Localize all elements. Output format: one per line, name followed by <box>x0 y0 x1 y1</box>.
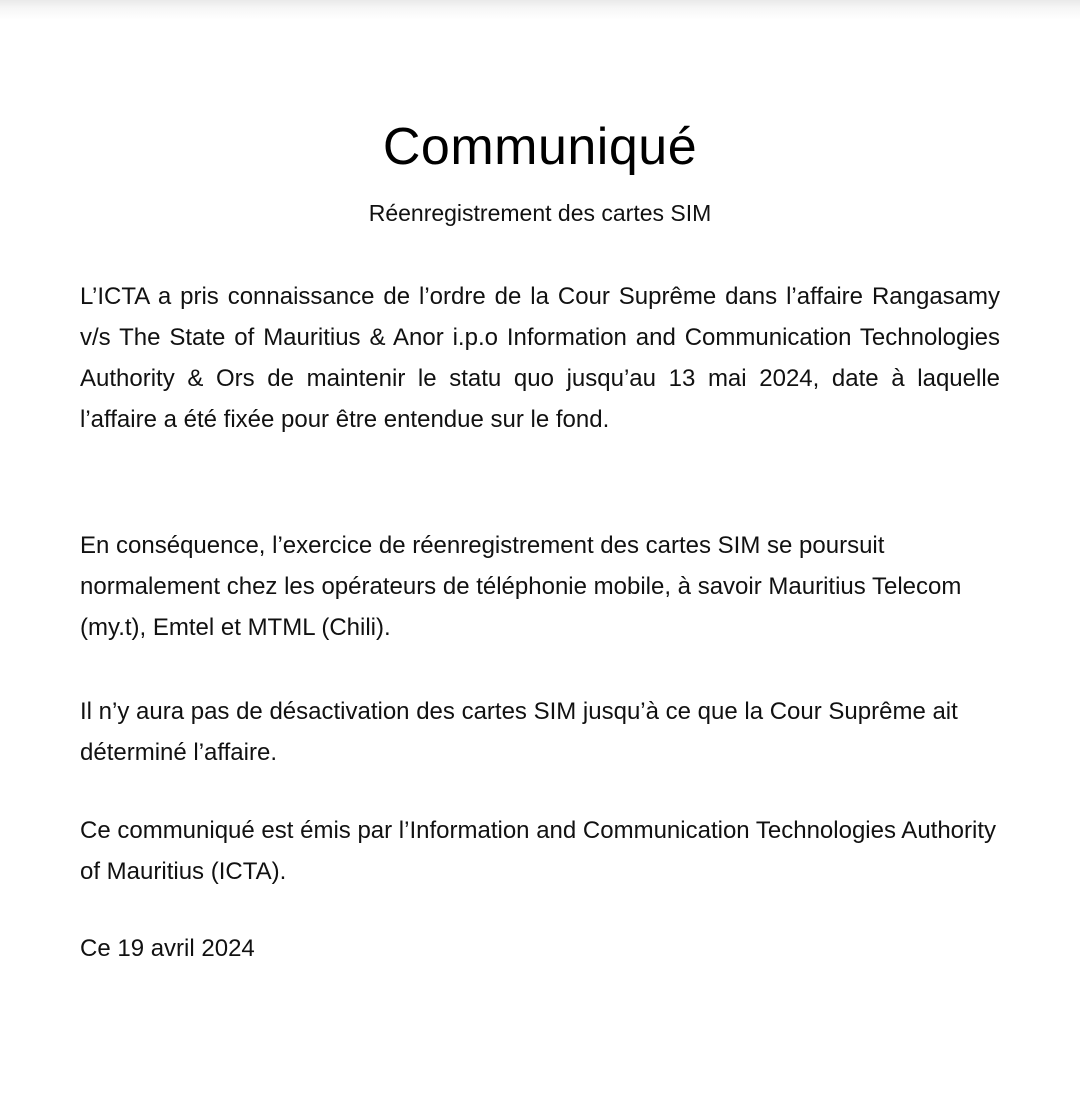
document-date: Ce 19 avril 2024 <box>80 935 255 962</box>
paragraph-court-order: L’ICTA a pris connaissance de l’ordre de la Cour Suprême dans l’affaire Rangasamy v/s The State of Mauritius & Anor i.p.o Information and Communication Technologies Authority & Ors de maintenir le statu quo jusqu’au 13 mai 2024, date à laquelle l’affaire a été fixée pour être entendue sur le fond. <box>80 283 1000 433</box>
paragraph-no-deactivation: Il n’y aura pas de désactivation des cartes SIM jusqu’à ce que la Cour Suprême ait déterminé l’affaire. <box>80 698 958 766</box>
document-subtitle: Réenregistrement des cartes SIM <box>368 200 712 226</box>
document-title: Communiqué <box>382 118 698 176</box>
top-edge-shadow <box>0 0 1080 20</box>
paragraph-issuer: Ce communiqué est émis par l’Information and Communication Technologies Authority of Mauritius (ICTA). <box>80 817 997 885</box>
document-page <box>0 20 1080 1120</box>
paragraph-consequence: En conséquence, l’exercice de réenregistrement des cartes SIM se poursuit normalement chez les opérateurs de téléphonie mobile, à savoir Mauritius Telecom (my.t), Emtel et MTML (Chili). <box>80 532 962 641</box>
